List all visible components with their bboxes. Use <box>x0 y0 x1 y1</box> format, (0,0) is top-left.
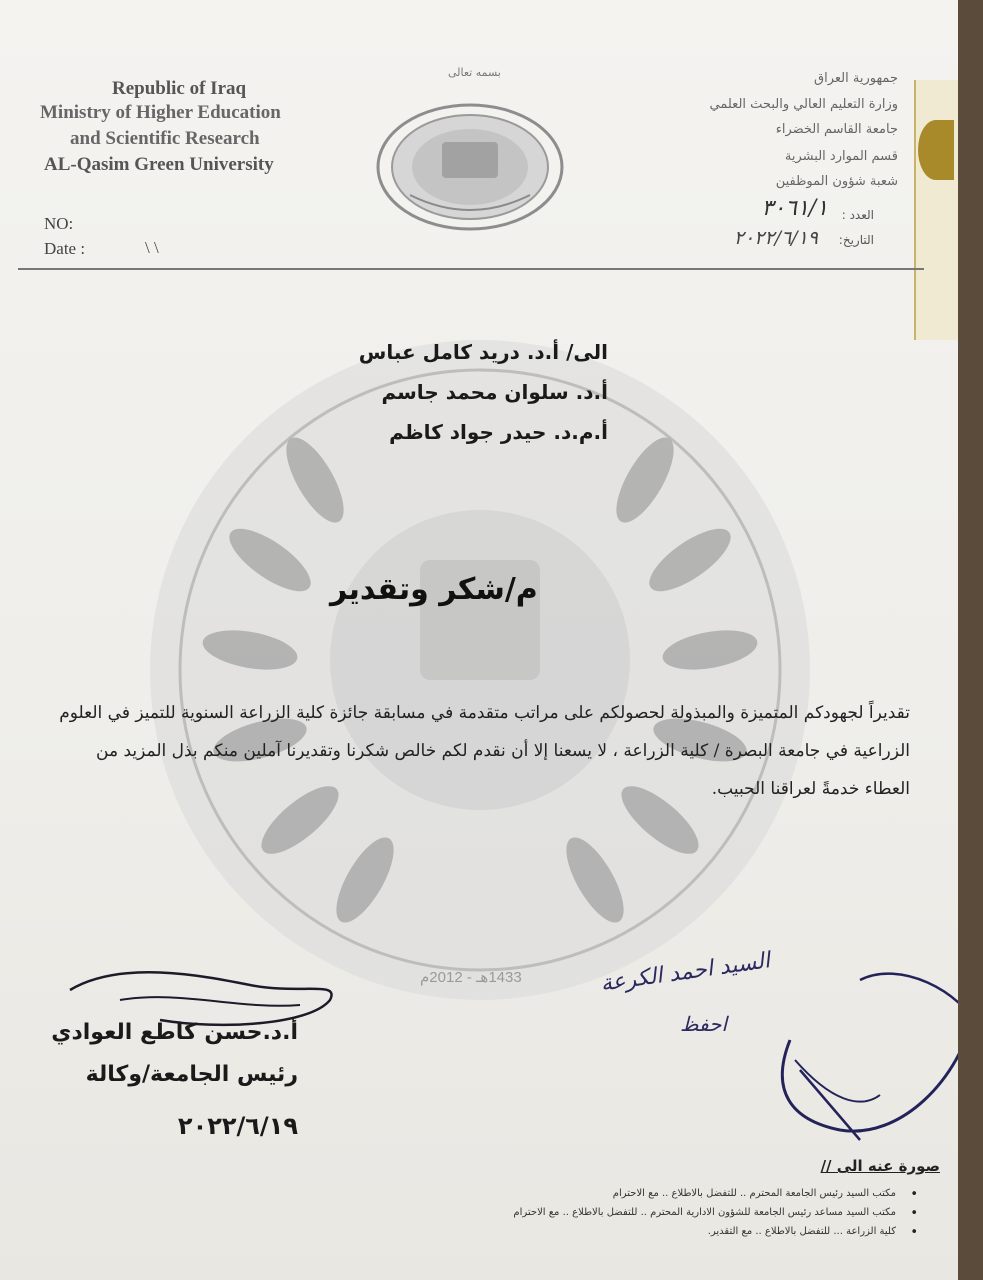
header-en-republic: Republic of Iraq <box>112 78 247 99</box>
recipient-2: أ.د. سلوان محمد جاسم <box>381 380 608 404</box>
letter-body: تقديراً لجهودكم المتميزة والمبذولة لحصولكم على مراتب متقدمة في مسابقة جائزة كلية الزراعة السنوية للتميز في العلوم الزراعية في جامعة البصرة / كلية الزراعة ، لا يسعنا إلا أن نقدم لكم خالص شكرنا وتقديرنا آملين منكم بذل المزيد من العطاء خدمةً لعراقنا الحبيب. <box>59 703 910 799</box>
header-ar-ministry: وزارة التعليم العالي والبحث العلمي <box>709 97 898 112</box>
handwritten-note-file: احفظ <box>680 1012 728 1036</box>
copy-to-heading: صورة عنه الى // <box>820 1157 940 1175</box>
date-label-en: Date : <box>44 239 86 258</box>
signer-name: أ.د.حسن كاطع العوادي <box>51 1020 298 1045</box>
number-value: ٣٠٦١/١ <box>761 196 828 221</box>
header-divider <box>18 268 924 270</box>
university-header-seal <box>370 100 570 235</box>
copy-to-item: • مكتب السيد رئيس الجامعة المحترم .. للتفضل بالاطلاع .. مع الاحترام <box>238 1188 918 1199</box>
header-en-university: AL-Qasim Green University <box>44 154 274 175</box>
date-marks-en: \ \ <box>145 238 159 257</box>
handwritten-note-referral: السيد احمد الكرعة <box>599 948 772 997</box>
header-ar-republic: جمهورية العراق <box>814 71 898 86</box>
signer-title: رئيس الجامعة/وكالة <box>85 1062 298 1087</box>
header-ar-university: جامعة القاسم الخضراء <box>775 122 898 137</box>
header-en-ministry: Ministry of Higher Education <box>40 102 281 123</box>
copy-to-item: • كلية الزراعة ... للتفضل بالاطلاع .. مع التقدير. <box>238 1226 918 1237</box>
copy-to-list <box>238 1188 918 1245</box>
background-document <box>914 80 958 340</box>
recipient-1: الى/ أ.د. دريد كامل عباس <box>358 340 608 364</box>
letter-subject: م/شكر وتقدير <box>330 572 538 607</box>
number-label-en: NO: <box>44 214 74 233</box>
copy-to-item: • مكتب السيد مساعد رئيس الجامعة للشؤون الادارية المحترم .. للتفضل بالاطلاع .. مع الاحترام <box>238 1207 918 1218</box>
date-label-ar: التاريخ: <box>838 233 874 247</box>
number-label-ar: العدد : <box>841 208 874 222</box>
basmala-text: بسمه تعالى <box>448 66 501 79</box>
signer-date: ٢٠٢٢/٦/١٩ <box>177 1112 298 1140</box>
watermark-year: 1433هـ - 2012م <box>420 969 522 986</box>
header-ar-section: شعبة شؤون الموظفين <box>775 174 898 189</box>
header-ar-department: قسم الموارد البشرية <box>784 149 898 164</box>
header-en-research: and Scientific Research <box>70 128 260 149</box>
background-emblem <box>918 120 954 180</box>
recipient-3: أ.م.د. حيدر جواد كاظم <box>389 420 608 444</box>
date-value: ٢٠٢٢/٦/١٩ <box>733 227 818 249</box>
